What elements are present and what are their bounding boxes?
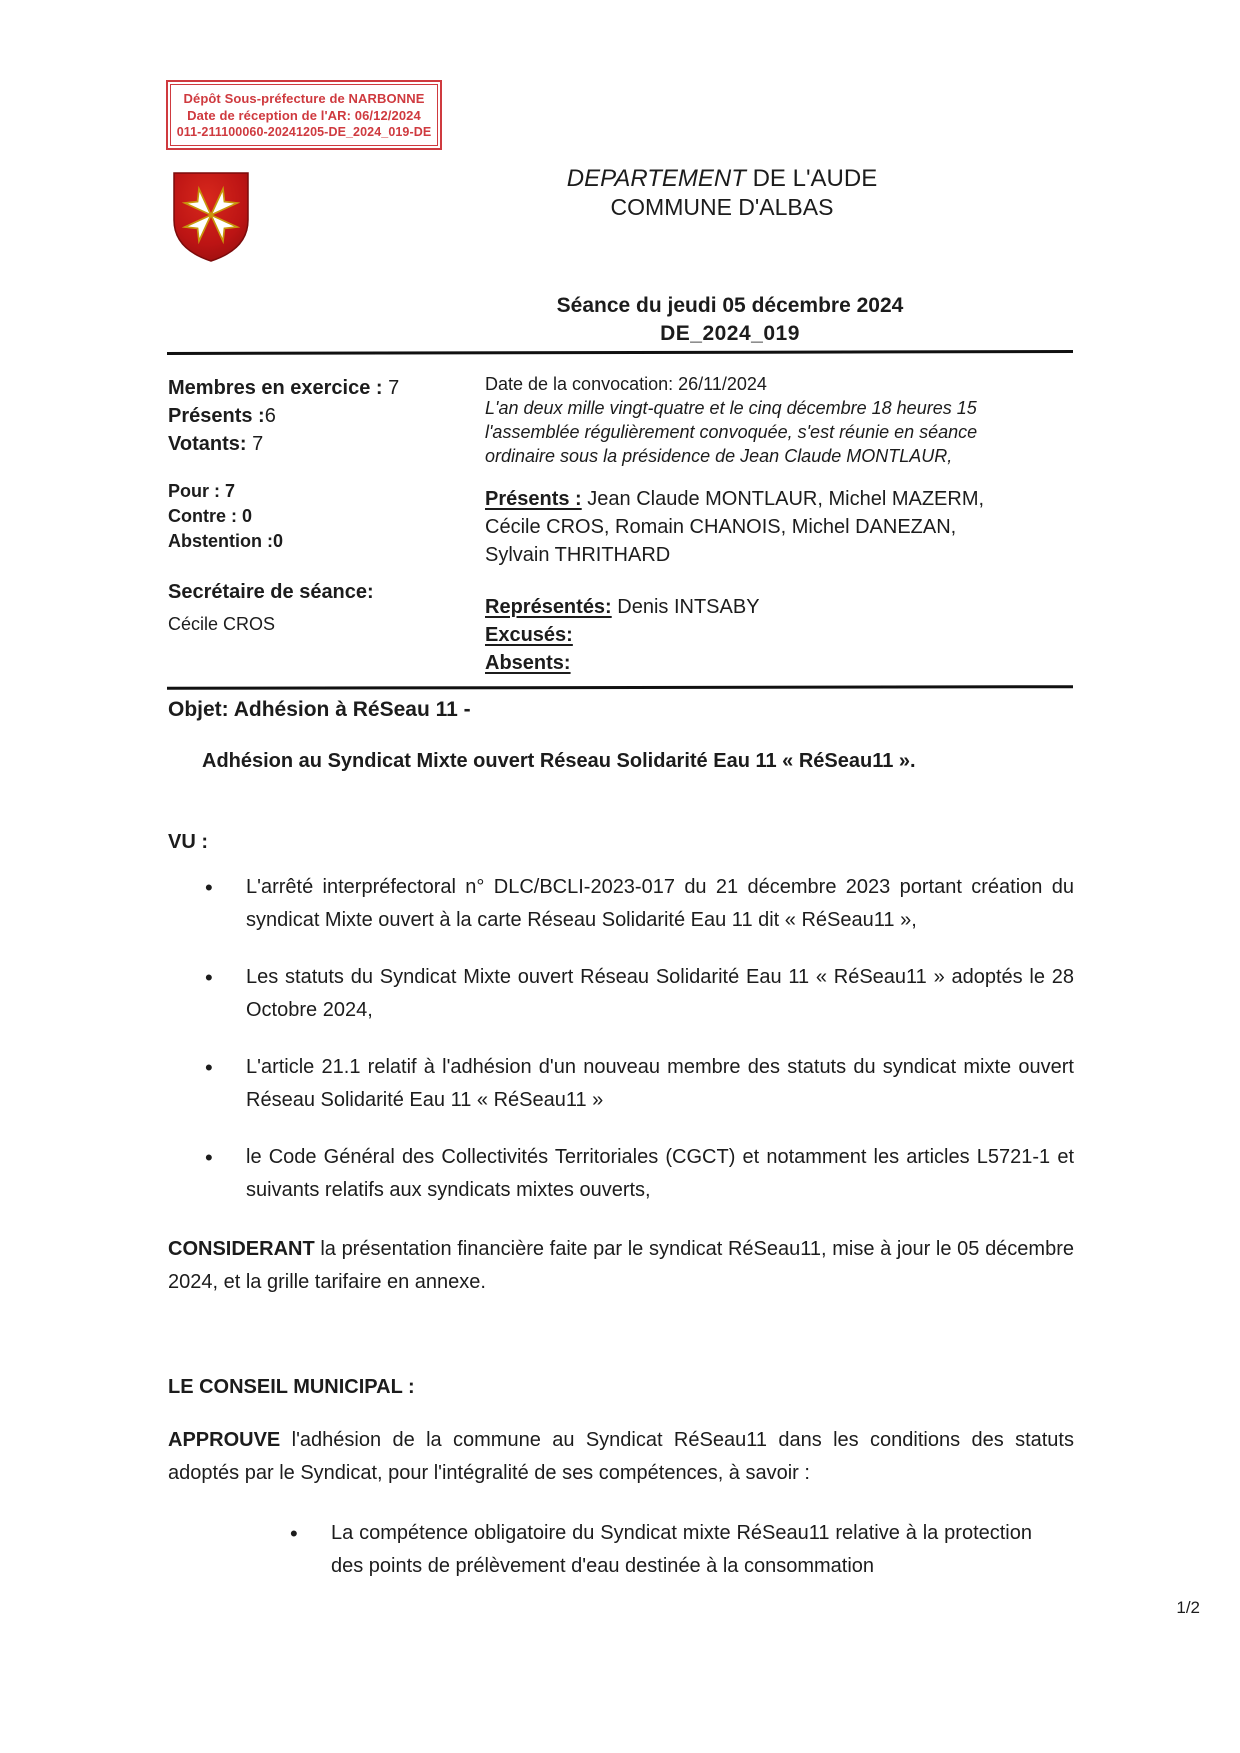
vu-item-text: L'arrêté interpréfectoral n° DLC/BCLI-2023-017 du 21 décembre 2023 portant création du syndicat Mixte ouvert à la carte Réseau Solidarité Eau 11 dit « RéSeau11 », bbox=[246, 876, 1074, 931]
session-details-column bbox=[485, 372, 990, 677]
department-title bbox=[432, 164, 1012, 193]
presents-list-names: Jean Claude MONTLAUR, Michel MAZERM, Cécile CROS, Romain CHANOIS, Michel DANEZAN, Sylvain THRITHARD bbox=[485, 488, 985, 566]
secretaire-label: Secrétaire de séance: bbox=[168, 581, 374, 603]
representes-label: Représentés: bbox=[485, 596, 612, 618]
excuses-label: Excusés: bbox=[485, 624, 573, 646]
considerant-text: la présentation financière faite par le syndicat RéSeau11, mise à jour le 05 décembre 2024, et la grille tarifaire en annexe. bbox=[168, 1238, 1074, 1293]
stamp-line-act-id: 011-211100060-20241205-DE_2024_019-DE bbox=[176, 125, 432, 139]
presents-count-value: 6 bbox=[264, 405, 276, 427]
presents-list bbox=[485, 485, 990, 569]
abstention-count: Abstention :0 bbox=[168, 531, 283, 551]
commune-title: COMMUNE D'ALBAS bbox=[610, 194, 834, 220]
contre-count: Contre : 0 bbox=[168, 506, 253, 526]
membres-label: Membres en exercice : bbox=[168, 377, 389, 399]
representes-names: Denis INTSABY bbox=[611, 596, 760, 618]
horizontal-rule-top bbox=[167, 350, 1073, 355]
objet-subheading: Adhésion au Syndicat Mixte ouvert Réseau Solidarité Eau 11 « RéSeau11 ». bbox=[202, 750, 916, 772]
page-number: 1/2 bbox=[1176, 1598, 1200, 1617]
commune-coat-of-arms-icon bbox=[170, 170, 252, 264]
competence-text: La compétence obligatoire du Syndicat mixte RéSeau11 relative à la protection des points de prélèvement d'eau destinée à la consommation bbox=[331, 1522, 1032, 1577]
competences-list bbox=[168, 1517, 1074, 1583]
presents-list-label: Présents : bbox=[485, 488, 582, 510]
objet-heading: Objet: Adhésion à RéSeau 11 - bbox=[168, 698, 471, 721]
prefecture-stamp bbox=[166, 80, 442, 150]
convocation-date: Date de la convocation: 26/11/2024 bbox=[485, 374, 767, 394]
presents-count-label: Présents : bbox=[168, 405, 265, 427]
session-preamble: L'an deux mille vingt-quatre et le cinq décembre 18 heures 15 l'assemblée régulièrement convoquée, s'est réunie en séance ordinaire sous la présidence de Jean Claude MONTLAUR, bbox=[485, 398, 978, 466]
vu-items-list bbox=[168, 871, 1074, 1207]
session-date-title: Séance du jeudi 05 décembre 2024 bbox=[556, 294, 904, 317]
secretaire-name: Cécile CROS bbox=[168, 614, 276, 634]
approuve-paragraph bbox=[168, 1424, 1074, 1490]
votants-label: Votants: bbox=[168, 433, 253, 455]
list-item bbox=[168, 871, 1074, 937]
votants-count bbox=[168, 430, 468, 458]
membres-en-exercice bbox=[168, 374, 468, 402]
deliberation-reference: DE_2024_019 bbox=[660, 322, 800, 345]
absents-label: Absents: bbox=[485, 652, 571, 674]
considerant-label: CONSIDERANT bbox=[168, 1238, 315, 1260]
pour-count: Pour : 7 bbox=[168, 481, 236, 501]
list-item bbox=[168, 961, 1074, 1027]
vu-heading: VU : bbox=[168, 831, 208, 853]
document-header bbox=[432, 164, 1012, 222]
considerant-paragraph bbox=[168, 1233, 1074, 1299]
list-item bbox=[168, 1141, 1074, 1207]
absents-list bbox=[485, 649, 990, 677]
horizontal-rule-middle bbox=[167, 685, 1073, 690]
prefecture-stamp-inner bbox=[170, 84, 438, 146]
approuve-label: APPROUVE bbox=[168, 1429, 281, 1451]
approuve-text: l'adhésion de la commune au Syndicat RéSeau11 dans les conditions des statuts adoptés par le Syndicat, pour l'intégralité de ses compétences, à savoir : bbox=[168, 1429, 1074, 1484]
excuses-list bbox=[485, 621, 990, 649]
representes-list bbox=[485, 593, 990, 621]
vu-item-text: Les statuts du Syndicat Mixte ouvert Réseau Solidarité Eau 11 « RéSeau11 » adoptés le 28 Octobre 2024, bbox=[246, 966, 1074, 1021]
stamp-line-reception-date: Date de réception de l'AR: 06/12/2024 bbox=[187, 108, 421, 123]
vote-summary-column bbox=[168, 374, 468, 636]
conseil-municipal-heading: LE CONSEIL MUNICIPAL : bbox=[168, 1376, 415, 1398]
department-rest: DE L'AUDE bbox=[745, 165, 878, 192]
department-word: DEPARTEMENT bbox=[566, 165, 746, 192]
list-item bbox=[168, 1051, 1074, 1117]
deliberation-body bbox=[168, 697, 1074, 1583]
membres-value: 7 bbox=[388, 377, 400, 399]
list-item bbox=[168, 1517, 1074, 1583]
votants-value: 7 bbox=[252, 433, 264, 455]
session-header bbox=[455, 293, 1005, 347]
presents-count bbox=[168, 402, 468, 430]
stamp-line-depot: Dépôt Sous-préfecture de NARBONNE bbox=[183, 91, 425, 106]
vu-item-text: le Code Général des Collectivités Territoriales (CGCT) et notamment les articles L5721-1 et suivants relatifs aux syndicats mixtes ouverts, bbox=[246, 1146, 1074, 1201]
vu-item-text: L'article 21.1 relatif à l'adhésion d'un nouveau membre des statuts du syndicat mixte ouvert Réseau Solidarité Eau 11 « RéSeau11 » bbox=[246, 1056, 1074, 1111]
